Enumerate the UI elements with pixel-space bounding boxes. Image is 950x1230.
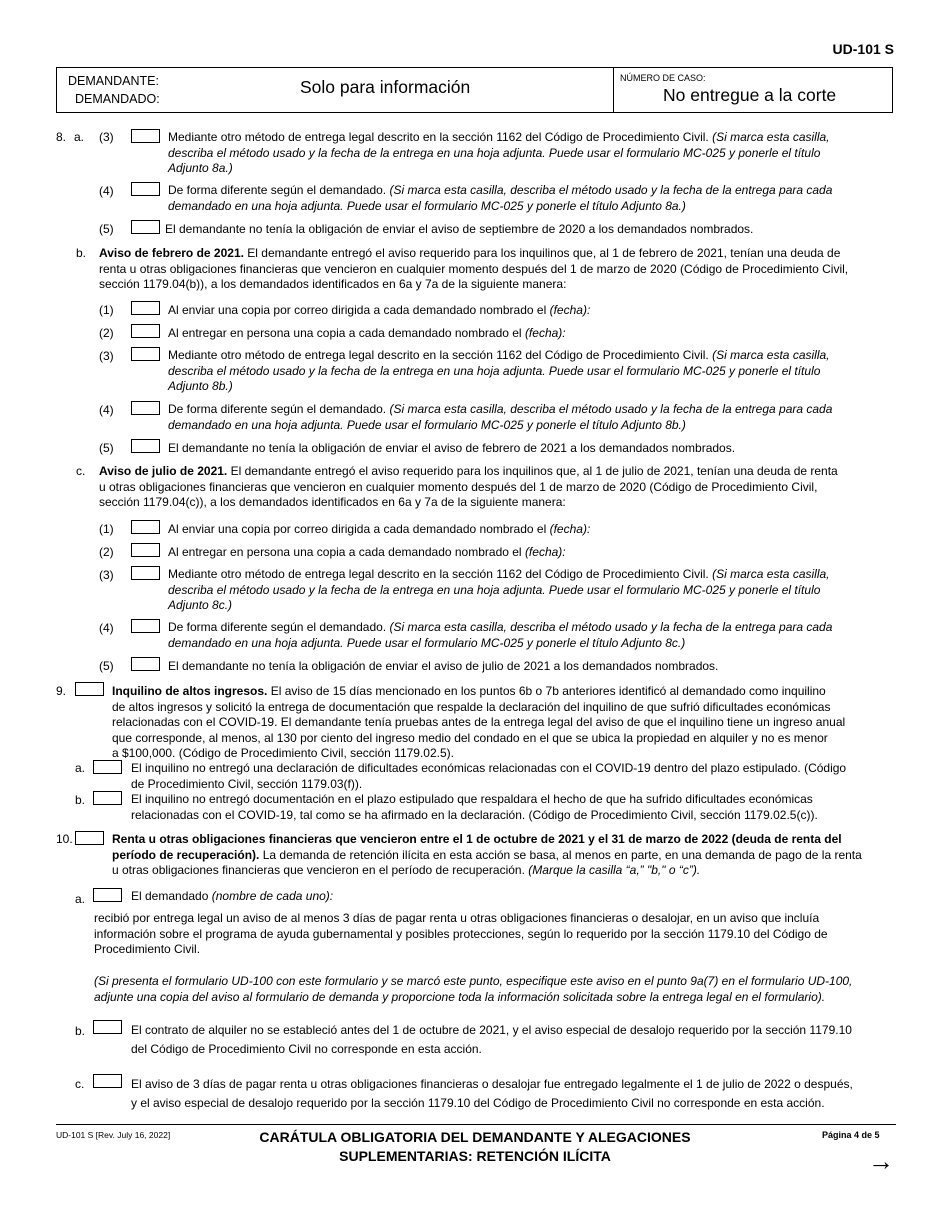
item-8b2-text: Al entregar en persona una copia a cada demandado nombrado el (fecha): [168, 326, 566, 340]
item-10b-checkbox[interactable] [93, 1020, 122, 1034]
item-8c5-number: (5) [99, 659, 114, 673]
item-8c4-checkbox[interactable] [131, 619, 160, 633]
item-8b4-checkbox[interactable] [131, 401, 160, 415]
item-8b2-checkbox[interactable] [131, 324, 160, 338]
item-8b1-checkbox[interactable] [131, 301, 160, 315]
item-8a4-checkbox[interactable] [131, 182, 160, 196]
item-8c3-number: (3) [99, 568, 114, 582]
item-8c2-text: Al entregar en persona una copia a cada demandado nombrado el (fecha): [168, 545, 566, 559]
item-8a5-number: (5) [99, 222, 114, 236]
item-8c2-checkbox[interactable] [131, 543, 160, 557]
item-8c2-number: (2) [99, 545, 114, 559]
item-9b-text: El inquilino no entregó documentación en el plazo estipulado que respaldara el hecho de que ha sufrido dificultades económicas relacionadas con el COVID-19, tal como se ha afirmado en la declaración. (Código de Procedimiento Civil, sección 1179.02.5(c)). [131, 792, 818, 822]
item-8c4-number: (4) [99, 621, 114, 635]
footer-rule [56, 1124, 896, 1125]
item-8-number: 8. [56, 130, 67, 144]
item-8c1-number: (1) [99, 522, 114, 536]
item-10b-letter: b. [75, 1024, 86, 1038]
item-8a-letter: a. [74, 130, 85, 144]
item-10a-paragraph: recibió por entrega legal un aviso de al menos 3 días de pagar renta u otras obligaciones financieras o desalojar, en un aviso que incluía información sobre el programa de ayuda gubernamental y posibles protecciones, según lo requerido por la sección 1179.10 del Código de Procedimiento Civil. [94, 911, 828, 956]
item-8c5-checkbox[interactable] [131, 657, 160, 671]
info-only-text: Solo para información [300, 77, 471, 97]
item-8c4-text: De forma diferente según el demandado. (Si marca esta casilla, describa el método usado y la fecha de la entrega para cada demandado en una hoja adjunta. Puede usar el formulario MC-025 y ponerle el título Adjunto 8c.) [168, 620, 833, 650]
item-8c5-text: El demandante no tenía la obligación de enviar el aviso de julio de 2021 a los demandados nombrados. [168, 659, 719, 673]
item-10c-checkbox[interactable] [93, 1074, 122, 1088]
item-10a-label: El demandado (nombre de cada uno): [131, 889, 334, 903]
item-8b5-number: (5) [99, 441, 114, 455]
item-8a3-number: (3) [99, 130, 114, 144]
footer-title: CARÁTULA OBLIGATORIA DEL DEMANDANTE Y ALEGACIONES SUPLEMENTARIAS: RETENCIÓN ILÍCITA [259, 1129, 691, 1164]
item-8c3-checkbox[interactable] [131, 566, 160, 580]
case-number-value: No entregue a la corte [663, 85, 837, 105]
item-8b-intro: Aviso de febrero de 2021. El demandante entregó el aviso requerido para los inquilinos que, al 1 de febrero de 2021, tenían una deuda de renta u otras obligaciones financieras que vencieron en cualquier momento después del 1 de marzo de 2020 (Código de Procedimiento Civil, sección 1179.04(b)), a los demandados identificados en 6a y 7a de la siguiente manera: [99, 246, 849, 291]
item-10-checkbox[interactable] [75, 831, 104, 845]
item-9-text: Inquilino de altos ingresos. El aviso de 15 días mencionado en los puntos 6b o 7b anteriores identificó al demandado como inquilino de altos ingresos y solicitó la entrega de documentación que respalde la declaración del inquilino de que sufrió dificultades económicas relacionadas con el COVID-19. El demandante tenía pruebas antes de la entrega legal del aviso de que el inquilino tiene un ingreso anual que corresponde, al menos, al 130 por ciento del ingreso medio del condado en el que se ubica la propiedad en alquiler y no es menor a $100,000. (Código de Procedimiento Civil, sección 1179.02.5). [112, 684, 846, 760]
item-8c-letter: c. [76, 464, 86, 478]
item-10c-letter: c. [75, 1077, 85, 1091]
item-9-checkbox[interactable] [75, 682, 104, 696]
item-10a-instructions: (Si presenta el formulario UD-100 con este formulario y se marcó este punto, especifique este aviso en el punto 9a(7) en el formulario UD-100, adjunte una copia del aviso al formulario de demanda y proporcione toda la información solicitada sobre la entrega legal en el formulario). [94, 974, 853, 1004]
item-9b-letter: b. [75, 793, 86, 807]
item-9a-letter: a. [75, 761, 86, 775]
item-10a-letter: a. [75, 892, 86, 906]
item-8c1-checkbox[interactable] [131, 520, 160, 534]
item-8b1-text: Al enviar una copia por correo dirigida a cada demandado nombrado el (fecha): [168, 303, 591, 317]
item-8b-letter: b. [76, 246, 87, 260]
page-number: Página 4 de 5 [822, 1130, 880, 1140]
defendant-label: DEMANDADO: [75, 92, 160, 106]
item-8b5-text: El demandante no tenía la obligación de enviar el aviso de febrero de 2021 a los demandados nombrados. [168, 441, 736, 455]
item-8a5-text: El demandante no tenía la obligación de enviar el aviso de septiembre de 2020 a los demandados nombrados. [165, 222, 754, 236]
item-8b3-text: Mediante otro método de entrega legal descrito en la sección 1162 del Código de Procedimiento Civil. (Si marca esta casilla, describa el método usado y la fecha de la entrega en una hoja adjunta. Puede usar el formulario MC-025 y ponerle el título Adjunto 8b.) [168, 348, 830, 393]
item-9a-checkbox[interactable] [93, 760, 122, 774]
item-8a3-checkbox[interactable] [131, 129, 160, 143]
item-8a3-text: Mediante otro método de entrega legal descrito en la sección 1162 del Código de Procedimiento Civil. (Si marca esta casilla, describa el método usado y la fecha de la entrega en una hoja adjunta. Puede usar el formulario MC-025 y ponerle el título Adjunto 8a.) [168, 130, 830, 175]
item-8b3-number: (3) [99, 349, 114, 363]
item-8b1-number: (1) [99, 303, 114, 317]
caption-header [56, 67, 893, 113]
item-8b4-text: De forma diferente según el demandado. (Si marca esta casilla, describa el método usado y la fecha de la entrega para cada demandado en una hoja adjunta. Puede usar el formulario MC-025 y ponerle el título Adjunto 8b.) [168, 402, 833, 432]
item-10-text: Renta u otras obligaciones financieras que vencieron entre el 1 de octubre de 2021 y el 31 de marzo de 2022 (deuda de renta del período de recuperación). La demanda de retención ilícita en esta acción se basa, al menos en parte, en una demanda de pago de la renta u otras obligaciones financieras que vencieron en el período de recuperación. (Marque la casilla “a,” "b," o “c”). [112, 832, 862, 877]
item-8a4-text: De forma diferente según el demandado. (Si marca esta casilla, describa el método usado y la fecha de la entrega para cada demandado en una hoja adjunta. Puede usar el formulario MC-025 y ponerle el título Adjunto 8a.) [168, 183, 833, 213]
item-8b2-number: (2) [99, 326, 114, 340]
item-8c3-text: Mediante otro método de entrega legal descrito en la sección 1162 del Código de Procedimiento Civil. (Si marca esta casilla, describa el método usado y la fecha de la entrega en una hoja adjunta. Puede usar el formulario MC-025 y ponerle el título Adjunto 8c.) [168, 567, 830, 612]
item-9a-text: El inquilino no entregó una declaración de dificultades económicas relacionadas con el COVID-19 dentro del plazo estipulado. (Código de Procedimiento Civil, sección 1179.03(f)). [131, 761, 847, 791]
form-id: UD-101 S [832, 41, 894, 57]
item-9b-checkbox[interactable] [93, 791, 122, 805]
item-8a5-checkbox[interactable] [131, 220, 160, 234]
item-9-number: 9. [56, 684, 67, 698]
next-page-arrow-icon[interactable]: → [868, 1146, 894, 1176]
item-8c-intro: Aviso de julio de 2021. El demandante entregó el aviso requerido para los inquilinos que, al 1 de julio de 2021, tenían una deuda de renta u otras obligaciones financieras que vencieron en cualquier momento después del 1 de marzo de 2020 (Código de Procedimiento Civil, sección 1179.04(c)), a los demandados identificados en 6a y 7a de la siguiente manera: [99, 464, 838, 509]
item-8b3-checkbox[interactable] [131, 347, 160, 361]
item-8a4-number: (4) [99, 184, 114, 198]
form-revision: UD-101 S [Rev. July 16, 2022] [56, 1130, 171, 1140]
item-8b4-number: (4) [99, 403, 114, 417]
item-8c1-text: Al enviar una copia por correo dirigida a cada demandado nombrado el (fecha): [168, 522, 591, 536]
case-number-label: NÚMERO DE CASO: [620, 73, 706, 83]
item-10b-text: El contrato de alquiler no se estableció antes del 1 de octubre de 2021, y el aviso especial de desalojo requerido por la sección 1179.10 del Código de Procedimiento Civil no corresponde en esta acción. [131, 1023, 852, 1056]
item-10a-checkbox[interactable] [93, 888, 122, 902]
plaintiff-label: DEMANDANTE: [68, 74, 159, 88]
item-8b5-checkbox[interactable] [131, 439, 160, 453]
item-10-number: 10. [56, 832, 73, 846]
item-10c-text: El aviso de 3 días de pagar renta u otras obligaciones financieras o desalojar fue entregado legalmente el 1 de julio de 2022 o después, y el aviso especial de desalojo requerido por la sección 1179.10 del Código de Procedimiento Civil no corresponde en esta acción. [131, 1077, 853, 1110]
header-divider [613, 68, 614, 112]
